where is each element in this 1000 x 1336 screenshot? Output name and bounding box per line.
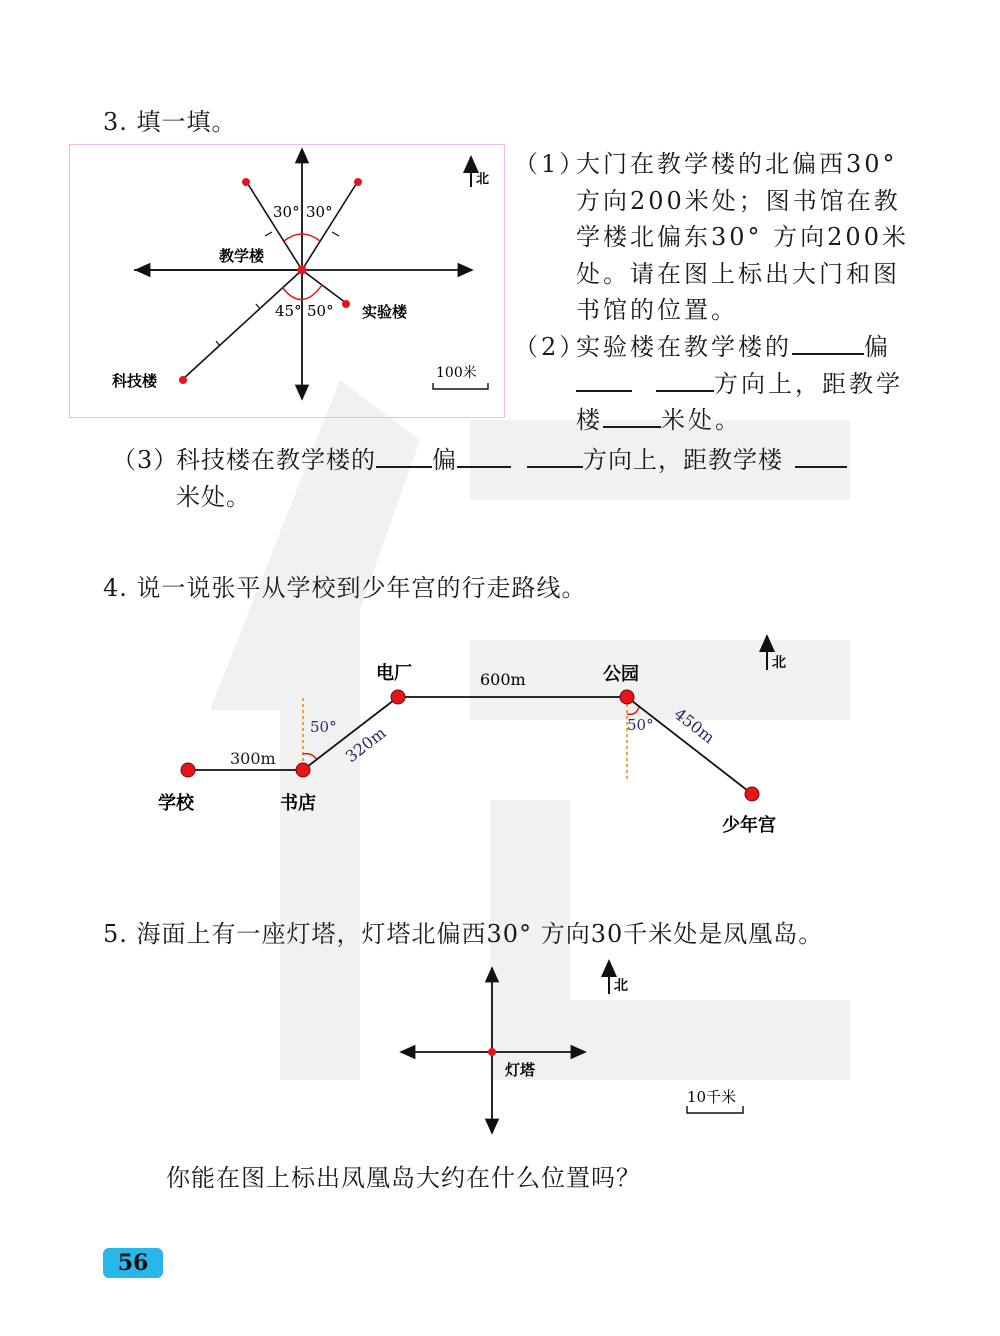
angle-label-park: 50° [627,716,654,734]
tick [256,304,260,309]
scale-label: 100米 [436,365,477,381]
ray-tech [183,270,302,379]
angle-arc-bookstore [303,754,317,760]
answer-blank[interactable] [457,444,511,468]
text-segment: 方向上，距教学楼 [583,446,783,474]
answer-blank[interactable] [795,444,847,468]
point-gate [242,178,250,186]
point-power-plant [391,690,405,704]
label-lighthouse: 灯塔 [505,1061,536,1079]
point-lab [342,300,350,308]
text-segment: 方向上，距教学 [714,369,903,398]
point-tech [179,376,187,384]
point-library [354,178,362,186]
campus-direction-figure [69,144,505,418]
answer-blank[interactable] [376,444,432,468]
point-park [620,690,634,704]
angle-label-ne: 30° [306,203,333,221]
point-bookstore [296,763,310,777]
text-segment: 科技楼在教学楼的 [176,446,376,474]
center-point [298,266,307,275]
point-school [181,763,195,777]
label-park: 公园 [603,664,639,685]
text-line: 米处。 [176,482,251,511]
q3-part2-number: （2） [514,333,587,361]
question-5-title: 5. 海面上有一座灯塔，灯塔北偏西30° 方向30千米处是凤凰岛。 [103,920,824,948]
distance-park-youth-palace: 450m [670,704,719,748]
scale-label: 10千米 [687,1088,737,1106]
text-line: 学楼北偏东30° 方向200米 [576,223,909,251]
answer-blank[interactable] [576,368,632,392]
label-school: 学校 [158,793,194,814]
question-3-title: 3. 填一填。 [103,108,237,136]
answer-blank[interactable] [603,404,661,428]
label-youth-palace: 少年宫 [722,815,776,836]
answer-blank[interactable] [792,331,864,355]
north-label: 北 [772,655,786,671]
q3-part1-text [576,146,909,329]
angle-arc-park [627,707,639,714]
angle-label-se: 50° [307,302,334,320]
distance-school-bookstore: 300m [230,749,276,768]
scale-bar [433,383,488,389]
route-line [188,697,752,794]
campus-diagram [70,145,503,416]
north-label: 北 [476,172,490,187]
q3-part1-number: （1） [514,150,587,178]
text-segment: 偏 [432,446,457,474]
route-points [181,690,759,801]
tick [332,232,339,236]
angle-label-bookstore: 50° [310,718,337,736]
label-lab-building: 实验楼 [362,303,408,321]
text-line: 处。请在图上标出大门和图 [576,259,900,288]
text-line: 方向200米处；图书馆在教 [576,186,901,215]
text-segment: 米处。 [661,406,742,434]
page-number-badge: 56 [103,1248,163,1278]
text-line [576,366,903,403]
text-line [176,442,847,479]
text-line: 大门在教学楼的北偏西30° [576,150,898,178]
lighthouse-diagram [390,955,770,1140]
q3-part3-number: （3） [112,446,179,474]
ray-north-east [302,181,358,270]
answer-blank[interactable] [527,444,583,468]
scale-bar [687,1106,743,1113]
tick [216,341,220,346]
q5-question: 你能在图上标出凤凰岛大约在什么位置吗？ [166,1164,641,1192]
distance-power-plant-park: 600m [480,670,526,689]
label-tech-building: 科技楼 [112,372,158,390]
label-bookstore: 书店 [280,793,316,814]
point-youth-palace [745,787,759,801]
label-power-plant: 电厂 [376,663,412,684]
north-label: 北 [614,978,628,994]
text-segment: 楼 [576,406,603,434]
angle-label-nw: 30° [273,203,300,221]
tick [265,232,272,236]
distance-bookstore-power-plant: 320m [341,723,390,767]
text-line: 书馆的位置。 [576,296,738,324]
question-4-title: 4. 说一说张平从学校到少年宫的行走路线。 [103,574,587,602]
answer-blank[interactable] [656,368,714,392]
text-segment: 偏 [864,333,891,361]
label-teaching-building: 教学楼 [219,247,265,265]
text-segment: 实验楼在教学楼的 [576,333,792,361]
q3-part3-text [176,442,847,515]
text-line [576,329,903,366]
route-diagram [140,630,820,840]
angle-label-sw: 45° [275,302,302,320]
text-line [576,402,903,439]
q3-part2-text [576,329,903,439]
lighthouse-point [488,1048,496,1056]
